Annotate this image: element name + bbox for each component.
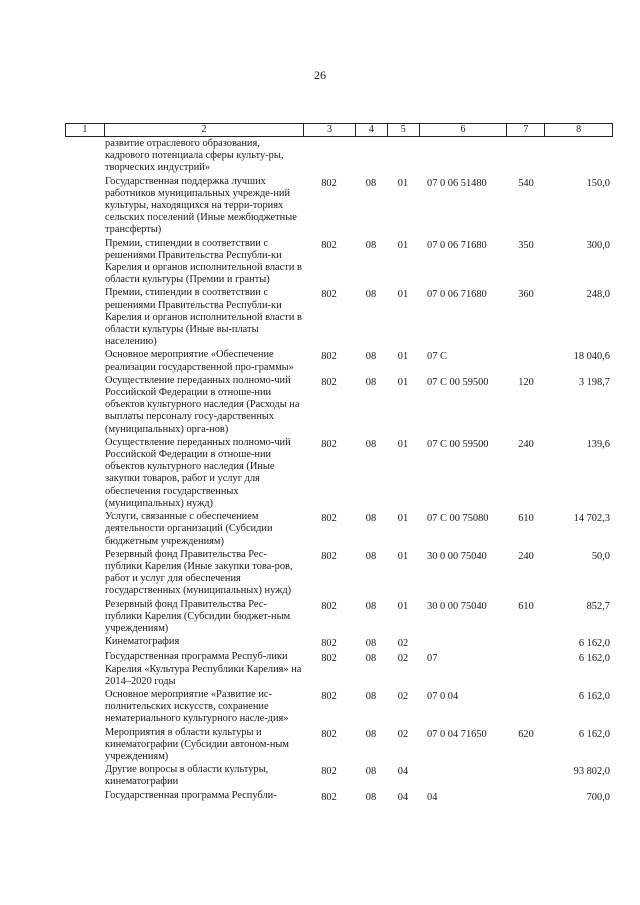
row-ministry-code: 802 — [321, 766, 337, 778]
row-name: Государственная программа Респуб-лики Карелия «Культура Республики Карелия» на 2014–2020 годы — [105, 651, 302, 687]
table-row — [65, 651, 613, 688]
row-col-1 — [65, 727, 103, 764]
row-subsection-code: 01 — [397, 438, 409, 450]
row-amount: 6 162,0 — [578, 638, 610, 650]
row-section-code: 08 — [365, 690, 377, 702]
row-col-1 — [65, 238, 103, 287]
row-ministry-code: 802 — [321, 653, 337, 665]
row-col-1 — [65, 437, 103, 510]
table-row — [65, 599, 613, 636]
row-section-code: 08 — [365, 376, 377, 388]
row-target-article — [419, 636, 507, 650]
row-target-article: 07 0 06 71680 — [427, 289, 487, 301]
row-ministry-code: 802 — [321, 351, 337, 363]
row-name: Резервный фонд Правительства Рес-публики Карелия (Иные закупки това-ров, работ и услуг для обеспечения государственных (муниципальных) нужд) — [105, 548, 293, 597]
row-name: Государственная программа Республи- — [105, 789, 277, 801]
row-col-1 — [65, 287, 103, 348]
row-ministry-code: 802 — [321, 239, 337, 251]
row-amount: 852,7 — [586, 600, 610, 612]
row-col-1 — [65, 349, 103, 373]
row-section-code: 08 — [365, 728, 377, 740]
row-expense-type — [507, 636, 545, 650]
table-row — [65, 511, 613, 548]
row-subsection-code: 01 — [397, 513, 409, 525]
row-ministry-code: 802 — [321, 513, 337, 525]
row-target-article: 04 — [427, 791, 438, 803]
row-ministry-code: 802 — [321, 550, 337, 562]
row-ministry-code: 802 — [321, 690, 337, 702]
table-row — [65, 238, 613, 287]
row-subsection-code — [387, 138, 419, 175]
row-section-code: 08 — [365, 438, 377, 450]
row-expense-type: 350 — [518, 239, 534, 251]
row-target-article: 07 С 00 75080 — [427, 513, 489, 525]
table-row — [65, 790, 613, 804]
row-amount: 6 162,0 — [578, 728, 610, 740]
row-subsection-code: 04 — [397, 766, 409, 778]
row-expense-type — [507, 138, 545, 175]
table-row — [65, 287, 613, 348]
table-row — [65, 375, 613, 436]
row-subsection-code: 01 — [397, 550, 409, 562]
table-row — [65, 689, 613, 726]
row-name: Осуществление переданных полномо-чий Российской Федерации в отноше-нии объектов культурного наследия (Иные закупки товаров, работ и услуг для обеспечения государственных (муниципальных) нужд) — [105, 436, 291, 509]
row-name: Основное мероприятие «Обеспечение реализации государственной про-граммы» — [105, 349, 294, 373]
row-expense-type — [507, 349, 545, 373]
table-row — [65, 437, 613, 510]
header-col-1: 1 — [82, 124, 88, 135]
row-amount — [545, 138, 613, 175]
row-amount: 248,0 — [586, 289, 610, 301]
row-target-article: 07 0 06 71680 — [427, 239, 487, 251]
row-subsection-code: 01 — [397, 289, 409, 301]
row-target-article: 07 0 04 71650 — [427, 728, 487, 740]
row-name: Кинематография — [105, 636, 180, 648]
row-name: развитие отраслевого образования, кадрового потенциала сферы культу-ры, творческих индустрий» — [105, 138, 284, 174]
row-amount: 50,0 — [591, 550, 610, 562]
row-col-1 — [65, 599, 103, 636]
row-name: Мероприятия в области культуры и кинематографии (Субсидии автоном-ным учреждениям) — [105, 726, 289, 762]
row-section-code: 08 — [365, 550, 377, 562]
row-amount: 700,0 — [586, 791, 610, 803]
header-col-7: 7 — [506, 124, 544, 136]
header-col-5: 5 — [387, 124, 419, 136]
row-col-1 — [65, 636, 103, 650]
row-target-article: 07 0 04 — [427, 690, 459, 702]
row-amount: 300,0 — [586, 239, 610, 251]
row-col-1 — [65, 790, 103, 804]
row-ministry-code: 802 — [321, 438, 337, 450]
row-subsection-code: 01 — [397, 600, 409, 612]
row-target-article: 07 С 00 59500 — [427, 438, 489, 450]
row-amount: 14 702,3 — [573, 513, 610, 525]
row-expense-type: 540 — [518, 177, 534, 189]
table-header — [65, 123, 613, 137]
row-expense-type: 240 — [518, 550, 534, 562]
row-expense-type: 240 — [518, 438, 534, 450]
row-amount: 6 162,0 — [578, 690, 610, 702]
row-expense-type: 610 — [518, 513, 534, 525]
row-ministry-code: 802 — [321, 638, 337, 650]
row-target-article: 30 0 00 75040 — [427, 550, 487, 562]
row-name: Государственная поддержка лучших работников муниципальных учрежде-ний культуры, находящихся на терри-ториях сельских поселений (Иные межбюджетные трансферты) — [105, 175, 297, 236]
row-subsection-code: 02 — [397, 728, 409, 740]
row-ministry-code: 802 — [321, 289, 337, 301]
row-subsection-code: 02 — [397, 690, 409, 702]
row-section-code: 08 — [365, 766, 377, 778]
header-col-8: 8 — [544, 124, 612, 136]
row-section-code: 08 — [365, 791, 377, 803]
row-subsection-code: 01 — [397, 376, 409, 388]
row-section-code: 08 — [365, 513, 377, 525]
table-row — [65, 138, 613, 175]
row-ministry-code: 802 — [321, 376, 337, 388]
row-subsection-code: 01 — [397, 351, 409, 363]
table-row — [65, 636, 613, 650]
row-col-1 — [65, 689, 103, 726]
row-ministry-code: 802 — [321, 728, 337, 740]
row-target-article: 07 — [427, 653, 438, 665]
row-target-article — [419, 764, 507, 788]
row-ministry-code: 802 — [321, 791, 337, 803]
row-ministry-code: 802 — [321, 600, 337, 612]
row-expense-type — [507, 790, 545, 804]
row-target-article — [419, 138, 507, 175]
row-name: Услуги, связанные с обеспечением деятельности организаций (Субсидии бюджетным учреждениям) — [105, 511, 273, 547]
row-section-code: 08 — [365, 289, 377, 301]
row-section-code: 08 — [365, 351, 377, 363]
row-target-article: 30 0 00 75040 — [427, 600, 487, 612]
row-subsection-code: 01 — [397, 239, 409, 251]
row-section-code: 08 — [365, 177, 377, 189]
row-target-article: 07 С — [427, 351, 447, 363]
row-subsection-code: 02 — [397, 653, 409, 665]
row-col-1 — [65, 176, 103, 237]
row-col-1 — [65, 511, 103, 548]
row-amount: 18 040,6 — [573, 351, 610, 363]
row-name: Осуществление переданных полномо-чий Российской Федерации в отноше-нии объектов культурного наследия (Расходы на выплаты персоналу госу-дарственных (муниципальных) орга-нов) — [105, 374, 300, 435]
row-col-1 — [65, 375, 103, 436]
row-amount: 93 802,0 — [573, 766, 610, 778]
table-row — [65, 349, 613, 373]
row-name: Основное мероприятие «Развитие ис-полнительских искусств, сохранение нематериального культурного насле-дия» — [105, 688, 289, 725]
row-ministry-code: 802 — [321, 177, 337, 189]
header-col-2: 2 — [104, 124, 303, 136]
row-subsection-code: 02 — [397, 638, 409, 650]
row-name: Другие вопросы в области культуры, кинематографии — [105, 764, 269, 788]
row-expense-type — [507, 764, 545, 788]
header-col-4: 4 — [355, 124, 387, 136]
row-amount: 150,0 — [586, 177, 610, 189]
table-row — [65, 727, 613, 764]
header-col-3: 3 — [303, 124, 355, 136]
row-expense-type: 610 — [518, 600, 534, 612]
row-section-code: 08 — [365, 600, 377, 612]
row-ministry-code — [303, 138, 355, 175]
row-col-1 — [65, 549, 103, 598]
row-amount: 139,6 — [586, 438, 610, 450]
row-subsection-code: 01 — [397, 177, 409, 189]
budget-table — [65, 123, 613, 804]
row-col-1 — [65, 764, 103, 788]
table-row — [65, 176, 613, 237]
row-subsection-code: 04 — [397, 791, 409, 803]
row-name: Резервный фонд Правительства Рес-публики Карелия (Субсидии бюджет-ным учреждениям) — [105, 598, 291, 634]
row-expense-type: 120 — [518, 376, 534, 388]
row-section-code — [355, 138, 387, 175]
table-row — [65, 549, 613, 598]
row-col-1 — [65, 651, 103, 688]
row-expense-type — [507, 651, 545, 688]
row-name: Премии, стипендии в соответствии с решениями Правительства Республи-ки Карелия и органов исполнительной власти в области культуры (Иные вы-платы населению) — [105, 287, 302, 348]
row-target-article: 07 С 00 59500 — [427, 376, 489, 388]
row-section-code: 08 — [365, 653, 377, 665]
row-name: Премии, стипендии в соответствии с решениями Правительства Республи-ки Карелия и органов исполнительной власти в области культуры (Премии и гранты) — [105, 237, 302, 286]
row-col-1 — [65, 138, 103, 175]
row-amount: 6 162,0 — [578, 653, 610, 665]
row-section-code: 08 — [365, 638, 377, 650]
table-row — [65, 764, 613, 788]
page-number: 26 — [314, 68, 326, 82]
row-expense-type: 620 — [518, 728, 534, 740]
table-body — [65, 138, 613, 804]
row-target-article: 07 0 06 51480 — [427, 177, 487, 189]
row-section-code: 08 — [365, 239, 377, 251]
row-expense-type — [507, 689, 545, 726]
row-expense-type: 360 — [518, 289, 534, 301]
row-amount: 3 198,7 — [578, 376, 610, 388]
header-col-6: 6 — [419, 124, 507, 136]
